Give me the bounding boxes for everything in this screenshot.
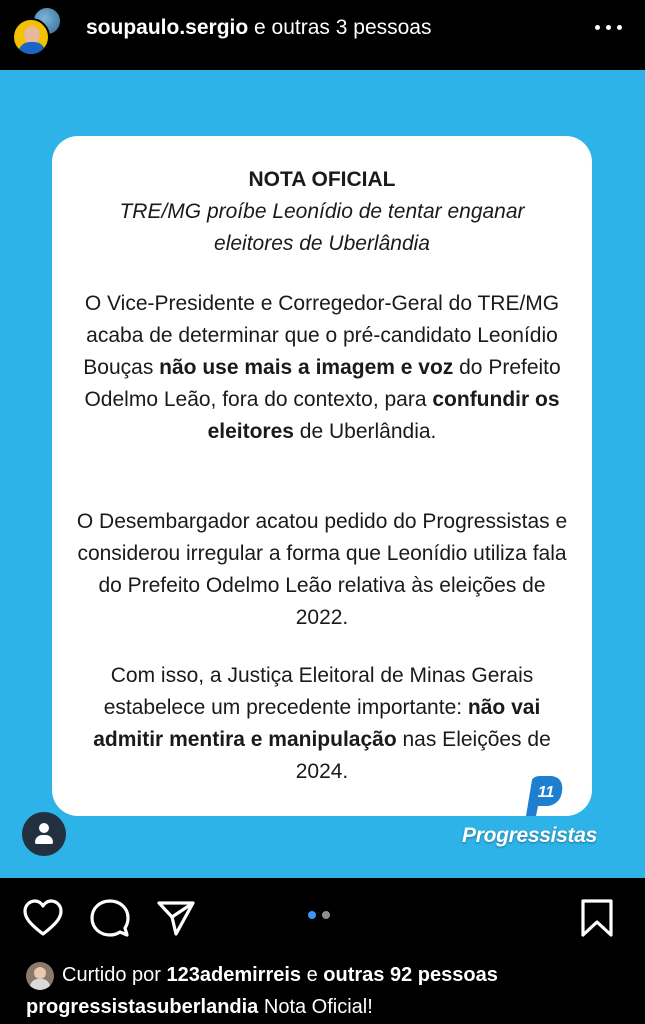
likes-others[interactable]: outras 92 pessoas — [323, 964, 498, 986]
likes-summary[interactable] — [26, 960, 636, 990]
comment-icon[interactable] — [90, 898, 130, 938]
note-paragraph-3: Com isso, a Justiça Eleitoral de Minas Gerais estabelece um precedente importante: não vai admitir mentira e manipulação nas Eleições de 2024. — [93, 664, 551, 783]
progressistas-logo — [462, 770, 612, 860]
post-header — [0, 0, 645, 70]
note-paragraph-2: O Desembargador acatou pedido do Progressistas e considerou irregular a forma que Leonídio utiliza fala do Prefeito Odelmo Leão relativa às eleições de 2022. — [76, 510, 568, 629]
likes-prefix: Curtido por — [62, 964, 161, 986]
post-authors[interactable] — [86, 14, 431, 42]
bookmark-icon[interactable] — [578, 898, 616, 938]
author-others[interactable]: e outras 3 pessoas — [254, 16, 432, 39]
share-icon[interactable] — [156, 898, 196, 938]
official-note-card — [52, 136, 592, 816]
logo-wordmark: Progressistas — [462, 824, 598, 847]
heart-icon[interactable] — [22, 898, 64, 938]
note-title: NOTA OFICIAL — [248, 168, 396, 191]
note-paragraph-1: O Vice-Presidente e Corregedor-Geral do TRE/MG acaba de determinar que o pré-candidato Leonídio Bouças não use mais a imagem e voz do Prefeito Odelmo Leão, fora do contexto, para confundir os eleitores de Uberlândia. — [83, 292, 561, 443]
post-caption — [26, 992, 373, 1022]
primary-avatar — [12, 18, 50, 56]
carousel-dot-active — [308, 911, 316, 919]
liker-username[interactable]: 123ademirreis — [166, 964, 302, 986]
more-options-icon[interactable] — [595, 16, 623, 38]
author-username[interactable]: soupaulo.sergio — [86, 16, 249, 39]
action-bar — [0, 878, 645, 958]
party-logo-icon — [518, 774, 566, 818]
post-image[interactable] — [0, 70, 645, 878]
logo-number: 11 — [537, 784, 555, 801]
note-subtitle: TRE/MG proíbe Leonídio de tentar enganar eleitores de Uberlândia — [119, 200, 525, 255]
likes-connector: e — [306, 964, 318, 986]
carousel-indicator — [308, 911, 338, 921]
carousel-dot — [322, 911, 330, 919]
caption-text: Nota Oficial! — [263, 996, 373, 1018]
collab-avatars[interactable] — [12, 6, 64, 56]
caption-username[interactable]: progressistasuberlandia — [26, 996, 259, 1018]
tagged-users-icon[interactable] — [22, 812, 66, 856]
liker-avatar[interactable] — [26, 962, 54, 990]
